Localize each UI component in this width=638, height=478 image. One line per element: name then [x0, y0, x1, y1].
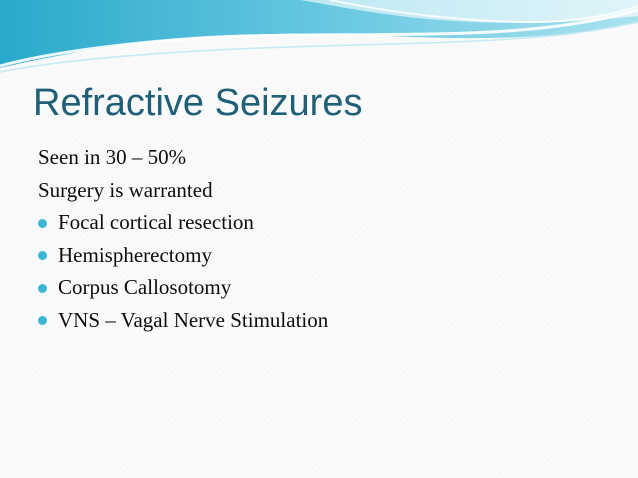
- list-item: [38, 141, 618, 174]
- line-text: Seen in 30 – 50%: [38, 145, 187, 169]
- line-text: VNS – Vagal Nerve Stimulation: [58, 307, 329, 332]
- slide-title: Refractive Seizures: [33, 82, 363, 124]
- bullet-dot-icon: [38, 284, 47, 293]
- line-text: Surgery is warranted: [38, 177, 213, 202]
- line-text: Hemispherectomy: [58, 242, 212, 267]
- line-text: Corpus Callosotomy: [58, 275, 232, 299]
- slide-body-list: [38, 141, 618, 336]
- bullet-dot-icon: [38, 251, 47, 260]
- list-item: [38, 239, 618, 272]
- list-item: [38, 271, 618, 304]
- bullet-dot-icon: [38, 219, 47, 228]
- header-wave-decoration: [0, 0, 638, 80]
- list-item: [38, 174, 618, 207]
- list-item: [38, 206, 618, 239]
- line-text: Focal cortical resection: [58, 210, 254, 234]
- bullet-dot-icon: [38, 316, 47, 325]
- list-item: [38, 304, 618, 337]
